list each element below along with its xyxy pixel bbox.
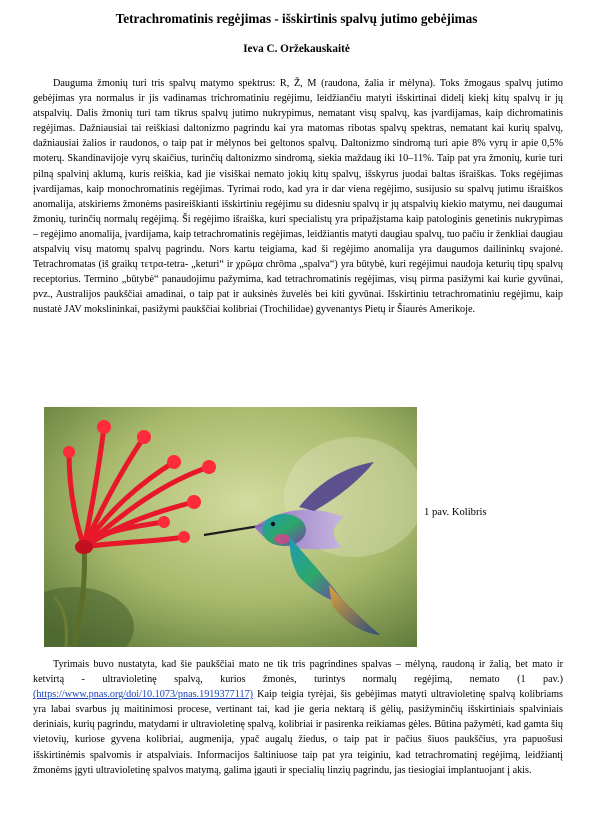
body-paragraph-2 [33, 657, 563, 778]
paragraph-2-text-before-link: Tyrimais buvo nustatyta, kad šie paukščiai mato ne tik tris pagrindines spalvas – mėlyną, raudoną ir žalią, bet mato ir ketvirtą - ultravioletinę spalvą, kurios žmonės, turintys normalų regėjimą, nemato (1 pav.) [33, 659, 563, 686]
figure-caption: 1 pav. Kolibris [424, 507, 487, 518]
body-paragraph-1: Dauguma žmonių turi tris spalvų matymo spektrus: R, Ž, M (raudona, žalia ir mėlyna). Toks žmogaus spalvų jutimo gebėjimas yra normalus ir jis vadinamas trichromatiniu regėjimu, leidžiančiu matyti išskirtinai didelį kiekį kitų spalvų ir jų atspalvių. Dalis žmonių turi tam tikrus spalvų jutimo nukrypimus, nematant visų spalvų, kas įvardijamas, kaip dichromatinis regėjimas. Dažniausiai tai reiškiasi daltonizmo pagrindu kai yra matomas ribotas spalvų spektras, nematant kai kurių spalvų, dažniausiai žalios ir raudonos, o taip pat ir mėlynos bei geltonos spalvų. Daltonizmo sindromą turi apie 8% vyrų ir apie 0,5% moterų. Skandinavijoje vyrų skaičius, turinčių daltonizmo sindromą, siekia maždaug iki 10–11%. Taip pat yra žmonių, kurie turi pilną spalvinį aklumą, kuris reiškia, kad jie visiškai nemato jokių kitų spalvų, išskyrus juodai baltas išraiškas. Toks regėjimas įvardijamas, kaip monochromatinis regėjimas. Tyrimai rodo, kad yra ir dar viena regėjimo, susijusio su spalvų jutimu išraiškos anomalija, atskiriems žmonėms pasireiškianti išskirtiniu regėjimu su didesniu spalvų ir jų atspalvių kiekio matymu, nei daugumai žmonių, turinčių normalų regėjimą. Ši regėjimo išraiška, kuri specialistų yra pripažįstama kaip patologinis genetinis nukrypimas – regėjimo anomalija, įvardijama, kaip tetrachromatinis regėjimas, leidžiantis matyti daugiau spalvų, tuo pačiu ir ženkliai daugiau atspalvių visų matomų spalvų pagrindu. Nors kartu teigiama, kad ši regėjimo anomalija yra daugumos dailininkų svajonė. Tetrachromatas (iš graikų τετρα-tetra- „keturi“ ir χρῶμα chrōma „spalva“) yra būtybė, kuri regėjimui naudoja keturių tipų spalvų receptorius. Termino „būtybė“ panaudojimu pažymima, kad tetrachromatinis regėjimas, visų pirma pasižymi kai kurie gyvūnai, pvz., Australijos paukščiai amadinai, o taip pat ir auksinės žuvelės bei kiti gyvūnai. Išskirtiniu tetrachromatiniu regėjimu, kaip nustatė JAV mokslininkai, pasižymi paukščiai kolibriai (Trochilidae) gyvenantys Pietų ir Šiaurės Amerikoje. [33, 78, 563, 316]
document-title: Tetrachromatinis regėjimas - išskirtinis spalvų jutimo gebėjimas [115, 11, 478, 26]
author-name: Ieva C. Oržekauskaitė [243, 43, 350, 55]
paragraph-2-text-after-link: Kaip teigia tyrėjai, šis gebėjimas matyti ultravioletinę spalvą kolibriams yra labai svarbus jų maitinimosi procese, vertinant tai, kad jie geria nektarą iš gėlių, pasižyminčių išskirtiniais spalviniais deriniais, kurių pagrindu, matydami ir ultravioletinę spalvą, kolibriai ir pasirenka reikiamas gėles. Būtina pažymėti, kad gamta šių vietovių, kuriose gyvena kolibriai, augmenija, ypač augalų žiedus, o taip pat ir pačius šiuos paukščius, yra papuošusi išskirtinėmis spalvomis ir atspalviais. Informacijos šaltiniuose taip pat yra teiginiu, kad tetrachromatinį regėjimą, leidžiantį žmonėms įgyti ultravioletinę spalvos matymą, galima įgauti ir specialių linzių pagrindu, jas tiesiogiai implantuojant į akis. [33, 689, 563, 776]
pnas-source-link[interactable]: (https://www.pnas.org/doi/10.1073/pnas.1919377117) [33, 689, 254, 701]
hummingbird-photo [44, 407, 417, 647]
